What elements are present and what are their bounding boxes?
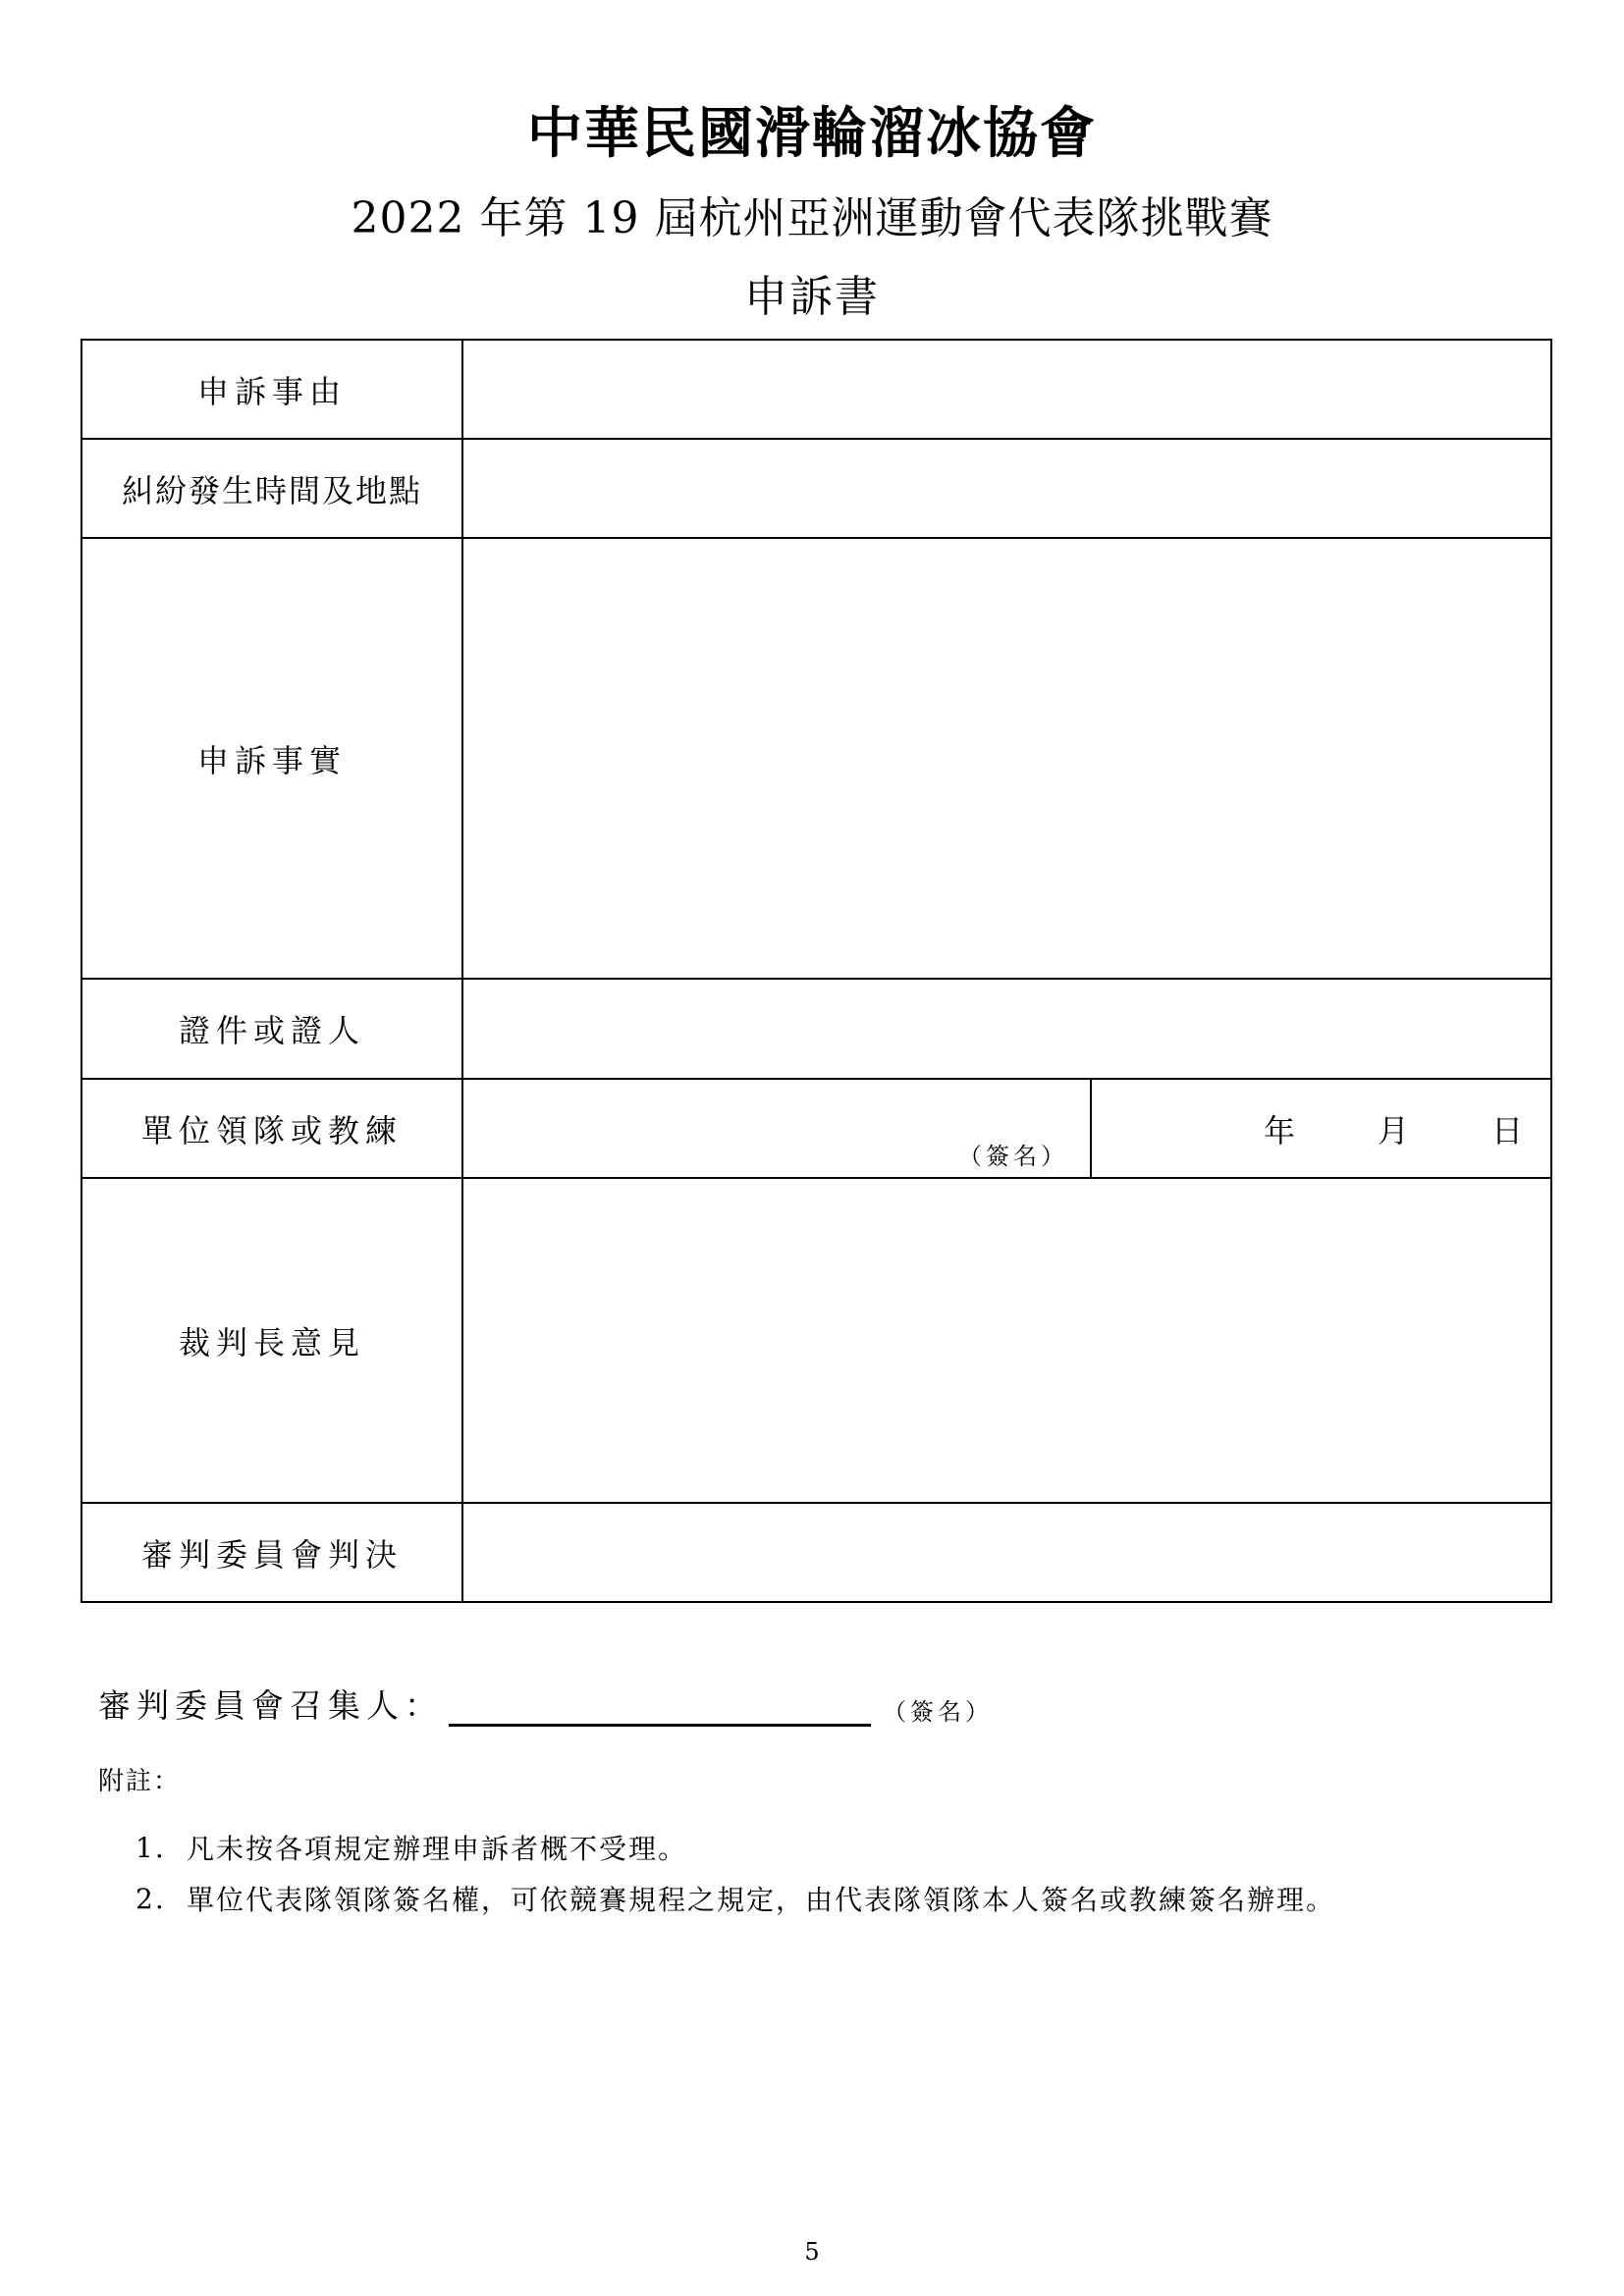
facts-label: 申訴事實 — [81, 538, 462, 979]
reason-field[interactable] — [462, 340, 1551, 439]
event-title: 2022 年第 19 屆杭州亞洲運動會代表隊挑戰賽 — [351, 193, 1273, 243]
leader-date-field[interactable] — [1091, 1079, 1551, 1178]
convener-signature-field[interactable] — [449, 1684, 871, 1727]
date-year-label: 年 — [1263, 1111, 1295, 1149]
form-row-reason — [81, 340, 1551, 439]
referee-opinion-field[interactable] — [462, 1178, 1551, 1503]
form-row-referee — [81, 1178, 1551, 1503]
form-row-leader — [81, 1079, 1551, 1178]
note-item — [135, 1873, 1335, 1924]
note-item — [135, 1822, 1335, 1873]
note-number: 1. — [135, 1831, 166, 1864]
reason-label: 申訴事由 — [81, 340, 462, 439]
evidence-label: 證件或證人 — [81, 979, 462, 1079]
notes-list — [135, 1822, 1335, 1924]
evidence-field[interactable] — [462, 979, 1551, 1079]
convener-sign-hint: （簽名） — [883, 1698, 993, 1726]
form-row-time-place — [81, 439, 1551, 538]
leader-sign-hint: （簽名） — [958, 1143, 1068, 1170]
note-text: 單位代表隊領隊簽名權，可依競賽規程之規定，由代表隊領隊本人簽名或教練簽名辦理。 — [187, 1884, 1336, 1916]
leader-label: 單位領隊或教練 — [81, 1079, 462, 1178]
date-day-label: 日 — [1490, 1111, 1523, 1149]
convener-label: 審判委員會召集人： — [98, 1686, 443, 1725]
leader-signature-field[interactable] — [462, 1079, 1091, 1178]
committee-decision-field[interactable] — [462, 1503, 1551, 1602]
notes-label: 附註： — [98, 1767, 182, 1796]
form-row-committee — [81, 1503, 1551, 1602]
page-number: 5 — [804, 2238, 820, 2266]
time-place-field[interactable] — [462, 439, 1551, 538]
form-row-evidence — [81, 979, 1551, 1079]
referee-opinion-label: 裁判長意見 — [81, 1178, 462, 1503]
date-month-label: 月 — [1377, 1111, 1409, 1149]
organization-title: 中華民國滑輪溜冰協會 — [527, 101, 1097, 166]
document-title: 申訴書 — [744, 272, 880, 322]
facts-field[interactable] — [462, 538, 1551, 979]
committee-decision-label: 審判委員會判決 — [81, 1503, 462, 1602]
form-row-facts — [81, 538, 1551, 979]
complaint-form-table — [81, 339, 1552, 1603]
convener-signature-line — [98, 1681, 993, 1727]
note-text: 凡未按各項規定辦理申訴者概不受理。 — [187, 1833, 688, 1865]
time-place-label: 糾紛發生時間及地點 — [81, 439, 462, 538]
note-number: 2. — [135, 1882, 166, 1915]
